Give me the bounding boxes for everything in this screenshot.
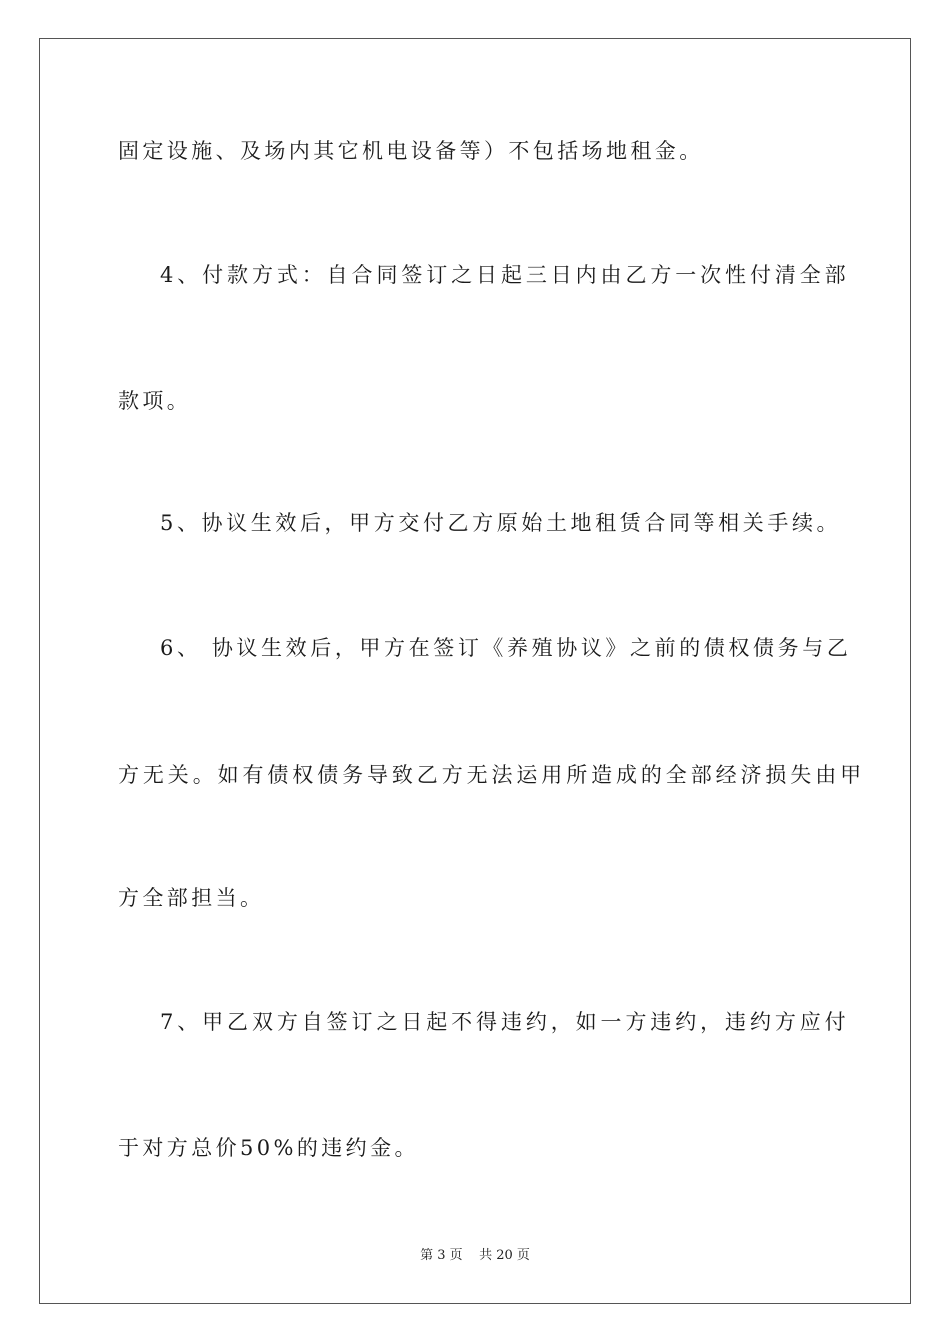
clause-6-continuation: 方无关。如有债权债务导致乙方无法运用所造成的全部经济损失由甲 (118, 763, 865, 787)
clause-7-continuation: 于对方总价50%的违约金。 (118, 1136, 419, 1160)
clause-6-continuation-end: 方全部担当。 (118, 886, 265, 910)
clause-4-line: 4、付款方式：自合同签订之日起三日内由乙方一次性付清全部 (160, 263, 850, 287)
clause-7-line: 7、甲乙双方自签订之日起不得违约，如一方违约，违约方应付 (160, 1010, 850, 1034)
paragraph-line: 固定设施、及场内其它机电设备等）不包括场地租金。 (118, 139, 704, 163)
page-frame (39, 38, 911, 1304)
clause-5-line: 5、协议生效后，甲方交付乙方原始土地租赁合同等相关手续。 (160, 511, 842, 535)
clause-4-continuation: 款项。 (118, 389, 192, 413)
page-number-footer: 第 3 页 共 20 页 (420, 1248, 530, 1263)
clause-6-line: 6、 协议生效后，甲方在签订《养殖协议》之前的债权债务与乙 (160, 636, 852, 660)
